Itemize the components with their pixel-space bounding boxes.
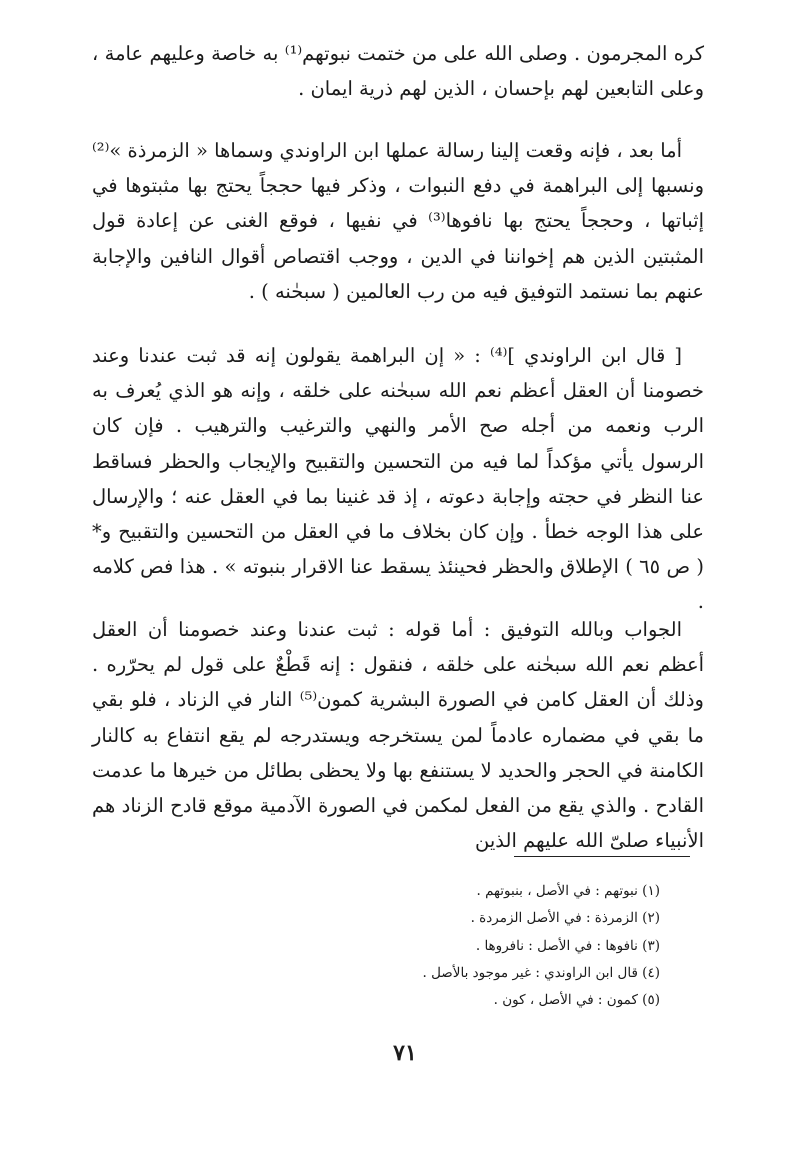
paragraph-text: الجواب وبالله التوفيق : أما قوله : ثبت عندنا وعند خصومنا أن العقل أعظم نعم الله سبحٰنه على خلقه ، فنقول : إنه قَطْعٌ على قول لم يحرّره . وذلك أن العقل كامن في الصورة البشرية كمون⁽⁵⁾ النار في الزناد ، فلو بقي ما بقي في مضماره عادماً لمن يستخرجه ويستدرجه لم يقع انتفاع به كالنار الكامنة في الحجر والحديد لا يستنفع بها ولا يحظى بطائل من خيرها ما عدمت القادح . والذي يقع من الفعل لمكمن في الصورة الآدمية موقع قادح الزناد هم الأنبياء صلىّ الله عليهم الذين [92, 618, 704, 853]
body-paragraph-2 [92, 133, 704, 309]
paragraph-text: [ قال ابن الراوندي ]⁽⁴⁾ : « إن البراهمة يقولون إنه قد ثبت عندنا وعند خصومنا أن العقل أعظم نعم الله سبحٰنه على خلقه ، وإنه هو الذي يُعرف به الرب ونعمه من أجله صح الأمر والنهي والترغيب والترهيب . فإن كان الرسول يأتي مؤكداً لما فيه من التحسين والتقبيح والإيجاب والحظر فساقط عنا النظر في حجته وإجابة دعوته ، إذ قد غنينا بما في العقل عنه ؛ والإرسال على هذا الوجه خطأ . وإن كان بخلاف ما في العقل من التحسين والتقبيح و* ( ص ٦٥ ) الإطلاق والحظر فحينئذ يسقط عنا الاقرار بنبوته » . هذا فص كلامه . [92, 344, 704, 614]
footnote-2: (٢) الزمرذة : في الأصل الزمردة . [470, 910, 660, 927]
footnotes [200, 878, 660, 1014]
body-paragraph-3 [92, 338, 704, 620]
paragraph-text: أما بعد ، فإنه وقعت إلينا رسالة عملها ابن الراوندي وسماها « الزمرذة »⁽²⁾ ونسبها إلى البراهمة في دفع النبوات ، وذكر فيها حججاً يحتج بها مثبتوها في إثباتها ، وحججاً يحتج بها نافوها⁽³⁾ في نفيها ، فوقع الغنى عن إعادة قول المثبتين الذين هم إخواننا في الدين ، ووجب اقتصاص أقوال النافين والإجابة عنهم بما نستمد التوفيق فيه من رب العالمين ( سبحٰنه ) . [92, 139, 704, 303]
footnote-5: (٥) كمون : في الأصل ، كون . [493, 992, 660, 1009]
footnote-4: (٤) قال ابن الراوندي : غير موجود بالأصل . [422, 964, 660, 981]
page-number: ٧١ [393, 1040, 417, 1066]
footnote-divider [514, 856, 690, 857]
body-paragraph-4 [92, 612, 704, 858]
paragraph-text: كره المجرمون . وصلى الله على من ختمت نبوتهم⁽¹⁾ به خاصة وعليهم عامة ، وعلى التابعين لهم بإحسان ، الذين لهم ذرية ايمان . [92, 42, 704, 101]
footnote-1: (١) نبوتهم : في الأصل ، بنبوتهم . [476, 883, 660, 899]
footnote-3: (٣) نافوها : في الأصل : نافروها . [475, 937, 660, 954]
body-paragraph-1 [92, 36, 704, 106]
